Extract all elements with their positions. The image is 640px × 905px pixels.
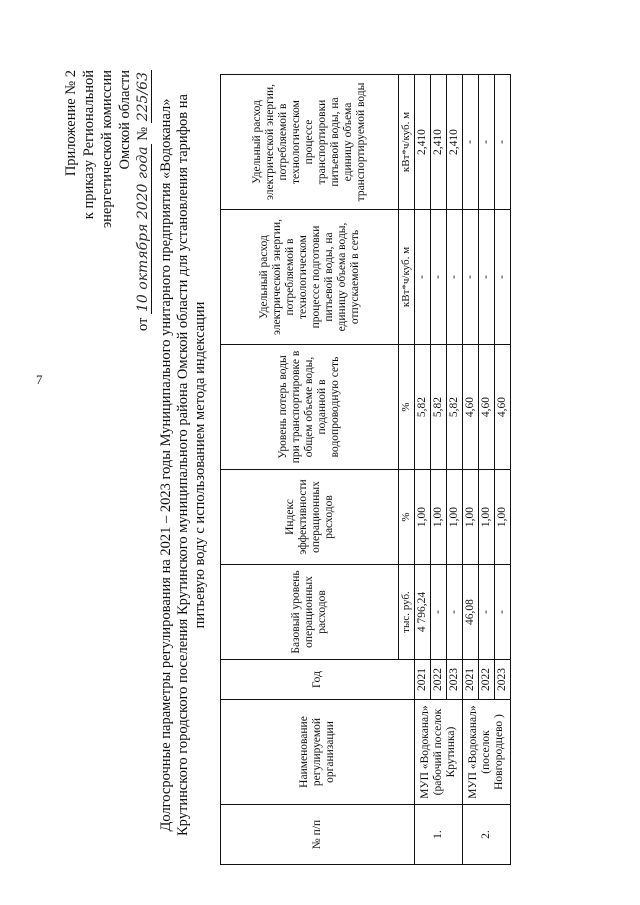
header-org: Наименование регулируемой организации [221,700,415,805]
unit-loss: % [399,345,415,470]
parameters-table [220,74,511,865]
row-year: 2021 [463,660,479,700]
row-energy-trans: 2,410 [447,75,463,210]
appendix-no-label: № [135,126,151,141]
row-loss: 5,82 [415,345,431,470]
row-index: 1,00 [479,470,495,565]
row-index: 1,00 [463,470,479,565]
row-loss: 4,60 [479,345,495,470]
row-energy-trans: 2,410 [431,75,447,210]
row-energy-prep: - [431,210,447,345]
row-energy-prep: - [463,210,479,345]
row-index: 1,00 [415,470,431,565]
table-row [463,75,479,865]
row-index: 1,00 [447,470,463,565]
row-num: 1. [415,805,463,865]
row-loss: 5,82 [447,345,463,470]
row-energy-prep: - [495,210,511,345]
row-year: 2023 [495,660,511,700]
row-energy-trans: 2,410 [415,75,431,210]
row-year: 2022 [431,660,447,700]
title-line1: Долгосрочные параметры регулирования на 2021 – 2023 годы Муниципального унитарного предприятия «Водоканал» [158,98,174,832]
unit-energy-trans: кВт*ч/куб. м [399,75,415,210]
header-energy-prep: Удельный расход электрической энергии, потребляемой в технологическом процессе подготовки питьевой воды, на единицу объема воды, отпускаемой в сеть [221,210,399,345]
appendix-line3: энергетической комиссии [99,70,115,229]
row-index: 1,00 [431,470,447,565]
appendix-line1: Приложение № 2 [63,70,79,177]
header-year: Год [221,660,415,700]
unit-base: тыс. руб. [399,565,415,660]
document-landscape [62,40,582,885]
table-row [415,75,431,865]
title-line3: питьевую воду с использованием метода индексации [192,301,208,629]
row-num: 2. [463,805,511,865]
row-org: МУП «Водоканал» (рабочий поселок Крутинка) [415,700,463,805]
document-title [158,65,209,865]
page-number: 7 [36,372,43,387]
header-base: Базовый уровень операционных расходов [221,565,399,660]
row-year: 2022 [479,660,495,700]
row-energy-trans: - [479,75,495,210]
header-index: Индекс эффективности операционных расходов [221,470,399,565]
row-base: 46,08 [463,565,479,660]
appendix-line4: Омской области [117,70,133,170]
row-base: - [431,565,447,660]
row-energy-prep: - [479,210,495,345]
appendix-date-line [134,70,152,430]
row-loss: 4,60 [463,345,479,470]
row-base: 4 796,24 [415,565,431,660]
appendix-line2: к приказу Региональной [81,70,97,220]
header-num: № п/п [221,805,415,865]
row-loss: 4,60 [495,345,511,470]
header-loss: Уровень потерь воды при транспортировке в общем объеме воды, поданной в водопроводную сеть [221,345,399,470]
row-base: - [479,565,495,660]
unit-energy-prep: кВт*ч/куб. м [399,210,415,345]
header-energy-trans: Удельный расход электрической энергии, потребляемой в технологическом процессе транспортировки питьевой воды, на единицу объема транспортируемой воды [221,75,399,210]
appendix-prefix: от [135,317,151,332]
table-header-row [221,75,399,865]
title-line2: Крутинского городского поселения Крутинского муниципального района Омской области для установления тарифов на [175,94,191,836]
unit-index: % [399,470,415,565]
row-base: - [447,565,463,660]
row-energy-trans: - [463,75,479,210]
row-energy-trans: - [495,75,511,210]
row-loss: 5,82 [431,345,447,470]
row-base: - [495,565,511,660]
row-energy-prep: - [415,210,431,345]
row-year: 2023 [447,660,463,700]
row-index: 1,00 [495,470,511,565]
row-org: МУП «Водоканал» (поселок Новгородцево ) [463,700,511,805]
appendix-block [62,70,152,430]
handwritten-date: 10 октября 2020 года [135,146,151,312]
row-energy-prep: - [447,210,463,345]
handwritten-number: 225/63 [135,72,151,122]
row-year: 2021 [415,660,431,700]
